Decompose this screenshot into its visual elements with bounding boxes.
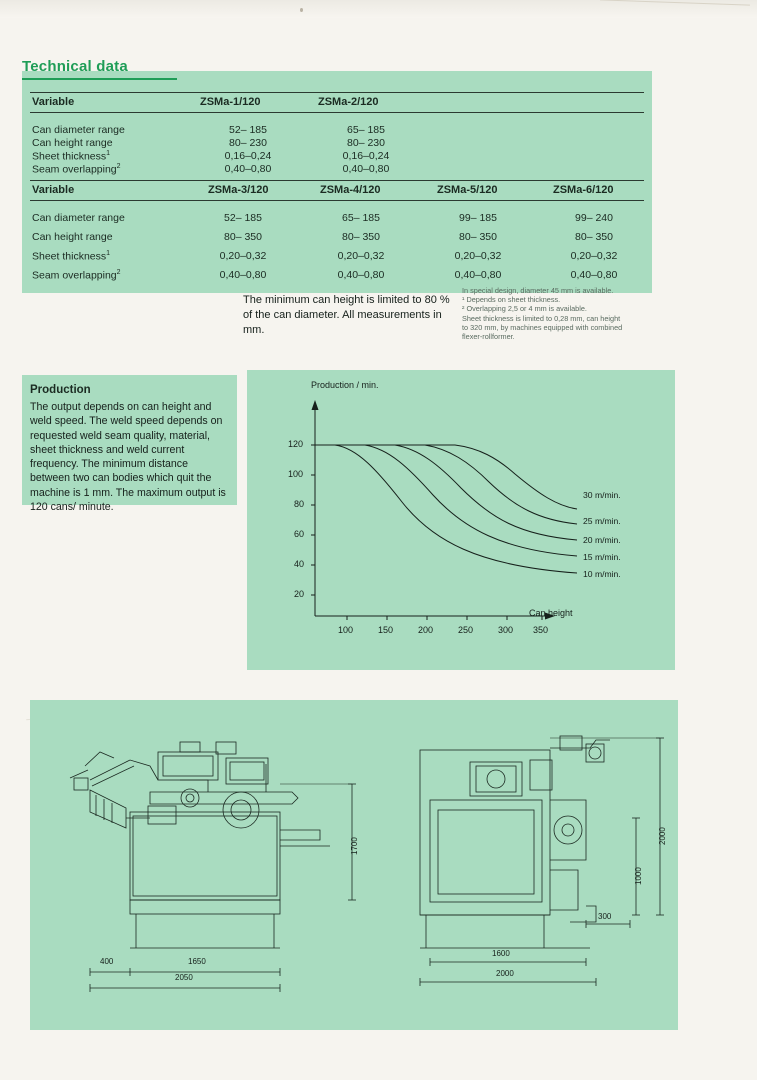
table1-row-label-text: Sheet thickness bbox=[32, 150, 107, 163]
table2-cell: 0,20–0,32 bbox=[219, 250, 267, 262]
table2-cell: 80– 350 bbox=[575, 231, 613, 243]
chart-ytick: 80 bbox=[294, 499, 305, 509]
table2-cell: 80– 350 bbox=[459, 231, 497, 243]
footnote-marker: 1 bbox=[106, 250, 111, 257]
footnote-line: ¹ Depends on sheet thickness. bbox=[462, 295, 561, 305]
table2-cell: 99– 240 bbox=[575, 212, 613, 224]
table2-header-rule bbox=[30, 200, 644, 201]
scan-paper-edge bbox=[0, 0, 757, 18]
production-chart bbox=[247, 370, 675, 670]
chart-xlabel: Can height bbox=[529, 608, 573, 618]
table2-cell: 0,40–0,80 bbox=[337, 269, 385, 281]
table2-cell: 0,20–0,32 bbox=[454, 250, 502, 262]
table2-top-rule bbox=[30, 180, 644, 181]
chart-xtick: 150 bbox=[378, 625, 394, 635]
footnote-line: flexer-rollformer. bbox=[462, 332, 515, 342]
table2-cell: 80– 350 bbox=[224, 231, 262, 243]
table2-cell: 0,20–0,32 bbox=[337, 250, 385, 262]
table1-cell: 80– 230 bbox=[229, 137, 267, 149]
table2-cell: 52– 185 bbox=[224, 212, 262, 224]
chart-ytick: 120 bbox=[288, 439, 304, 449]
table1-row-label: Can height range bbox=[32, 137, 113, 149]
dimension-label-left-2050: 2050 bbox=[175, 973, 193, 982]
table2-header-col3: ZSMa-5/120 bbox=[437, 184, 498, 196]
table1-header-col2: ZSMa-2/120 bbox=[318, 96, 379, 108]
chart-ytick: 20 bbox=[294, 589, 305, 599]
table1-row-label bbox=[32, 163, 121, 176]
title-underline bbox=[22, 78, 177, 80]
table2-cell: 65– 185 bbox=[342, 212, 380, 224]
table1-row-label-text: Seam overlapping bbox=[32, 163, 117, 176]
production-heading: Production bbox=[30, 384, 91, 396]
table1-cell: 65– 185 bbox=[347, 124, 385, 136]
table1-row-label bbox=[32, 150, 110, 163]
scan-speck bbox=[300, 8, 303, 12]
table2-cell: 0,40–0,80 bbox=[219, 269, 267, 281]
table1-cell: 52– 185 bbox=[229, 124, 267, 136]
footnote-marker: 1 bbox=[106, 150, 111, 157]
table1-header-rule bbox=[30, 112, 644, 113]
chart-xtick: 200 bbox=[418, 625, 434, 635]
page-title: Technical data bbox=[22, 58, 128, 75]
footnote-line: In special design, diameter 45 mm is available. bbox=[462, 286, 614, 295]
table2-row-label: Can height range bbox=[32, 231, 113, 243]
dimension-label-right-2000: 2000 bbox=[496, 969, 514, 978]
chart-xtick: 350 bbox=[533, 625, 549, 635]
table2-header-variable: Variable bbox=[32, 184, 75, 196]
table2-cell: 99– 185 bbox=[459, 212, 497, 224]
table1-header-col1: ZSMa-1/120 bbox=[200, 96, 261, 108]
table2-row-label bbox=[32, 269, 121, 282]
production-paragraph: The output depends on can height and weld speed. The weld speed depends on requested weld seam quality, material, sheet thickness and weld current frequency. The minimum distance between two can bodies which quit the machine is 1 mm. The maximum output is 120 cans/ minute. bbox=[30, 401, 226, 514]
dimension-label-right-1600: 1600 bbox=[492, 949, 510, 958]
chart-ytick: 100 bbox=[288, 469, 304, 479]
table2-row-label-text: Sheet thickness bbox=[32, 250, 107, 263]
table1-cell: 0,16–0,24 bbox=[224, 150, 272, 162]
table2-cell: 0,40–0,80 bbox=[454, 269, 502, 281]
table1-cell: 0,40–0,80 bbox=[342, 163, 390, 175]
table1-row-label: Can diameter range bbox=[32, 124, 125, 136]
chart-series-label: 10 m/min. bbox=[583, 569, 621, 579]
chart-xtick: 100 bbox=[338, 625, 354, 635]
footnote-line: Sheet thickness is limited to 0,28 mm, can height bbox=[462, 313, 621, 323]
table2-row-label bbox=[32, 250, 110, 263]
dimension-label-left-400: 400 bbox=[100, 957, 114, 966]
chart-series-label: 15 m/min. bbox=[583, 552, 621, 562]
table2-row-label: Can diameter range bbox=[32, 212, 125, 224]
table2-header-col2: ZSMa-4/120 bbox=[320, 184, 381, 196]
footnotes bbox=[462, 286, 682, 341]
chart-ytick: 40 bbox=[294, 559, 305, 569]
dimension-label-right-1000: 1000 bbox=[634, 867, 643, 885]
table2-header-col1: ZSMa-3/120 bbox=[208, 184, 269, 196]
chart-ylabel: Production / min. bbox=[311, 380, 379, 390]
dimension-label-right-2000-height: 2000 bbox=[658, 827, 667, 845]
chart-xtick: 300 bbox=[498, 625, 514, 635]
footnote-marker: 2 bbox=[116, 163, 121, 170]
note-minimum-can-height: The minimum can height is limited to 80 % of the can diameter. All measurements in mm. bbox=[243, 294, 450, 336]
table1-cell: 80– 230 bbox=[347, 137, 385, 149]
table2-cell: 80– 350 bbox=[342, 231, 380, 243]
chart-series-label: 25 m/min. bbox=[583, 516, 621, 526]
table2-cell: 0,40–0,80 bbox=[570, 269, 618, 281]
table2-row-label-text: Seam overlapping bbox=[32, 269, 117, 282]
table1-cell: 0,16–0,24 bbox=[342, 150, 390, 162]
footnote-line: to 320 mm, by machines equipped with combined bbox=[462, 322, 623, 332]
chart-series-label: 30 m/min. bbox=[583, 490, 621, 500]
dimension-label-right-300: 300 bbox=[598, 912, 612, 921]
chart-series-label: 20 m/min. bbox=[583, 535, 621, 545]
dimension-label-left-1650: 1650 bbox=[188, 957, 206, 966]
dimension-label-left-1700: 1700 bbox=[350, 837, 359, 855]
table1-top-rule bbox=[30, 92, 644, 93]
chart-xtick: 250 bbox=[458, 625, 474, 635]
machine-drawings bbox=[30, 700, 678, 1030]
machine-drawing-svg bbox=[30, 700, 678, 1030]
table1-header-variable: Variable bbox=[32, 96, 75, 108]
footnote-line: ² Overlapping 2,5 or 4 mm is available. bbox=[462, 304, 587, 314]
table2-header-col4: ZSMa-6/120 bbox=[553, 184, 614, 196]
chart-ytick: 60 bbox=[294, 529, 305, 539]
table1-cell: 0,40–0,80 bbox=[224, 163, 272, 175]
footnote-marker: 2 bbox=[116, 269, 121, 276]
table2-cell: 0,20–0,32 bbox=[570, 250, 618, 262]
